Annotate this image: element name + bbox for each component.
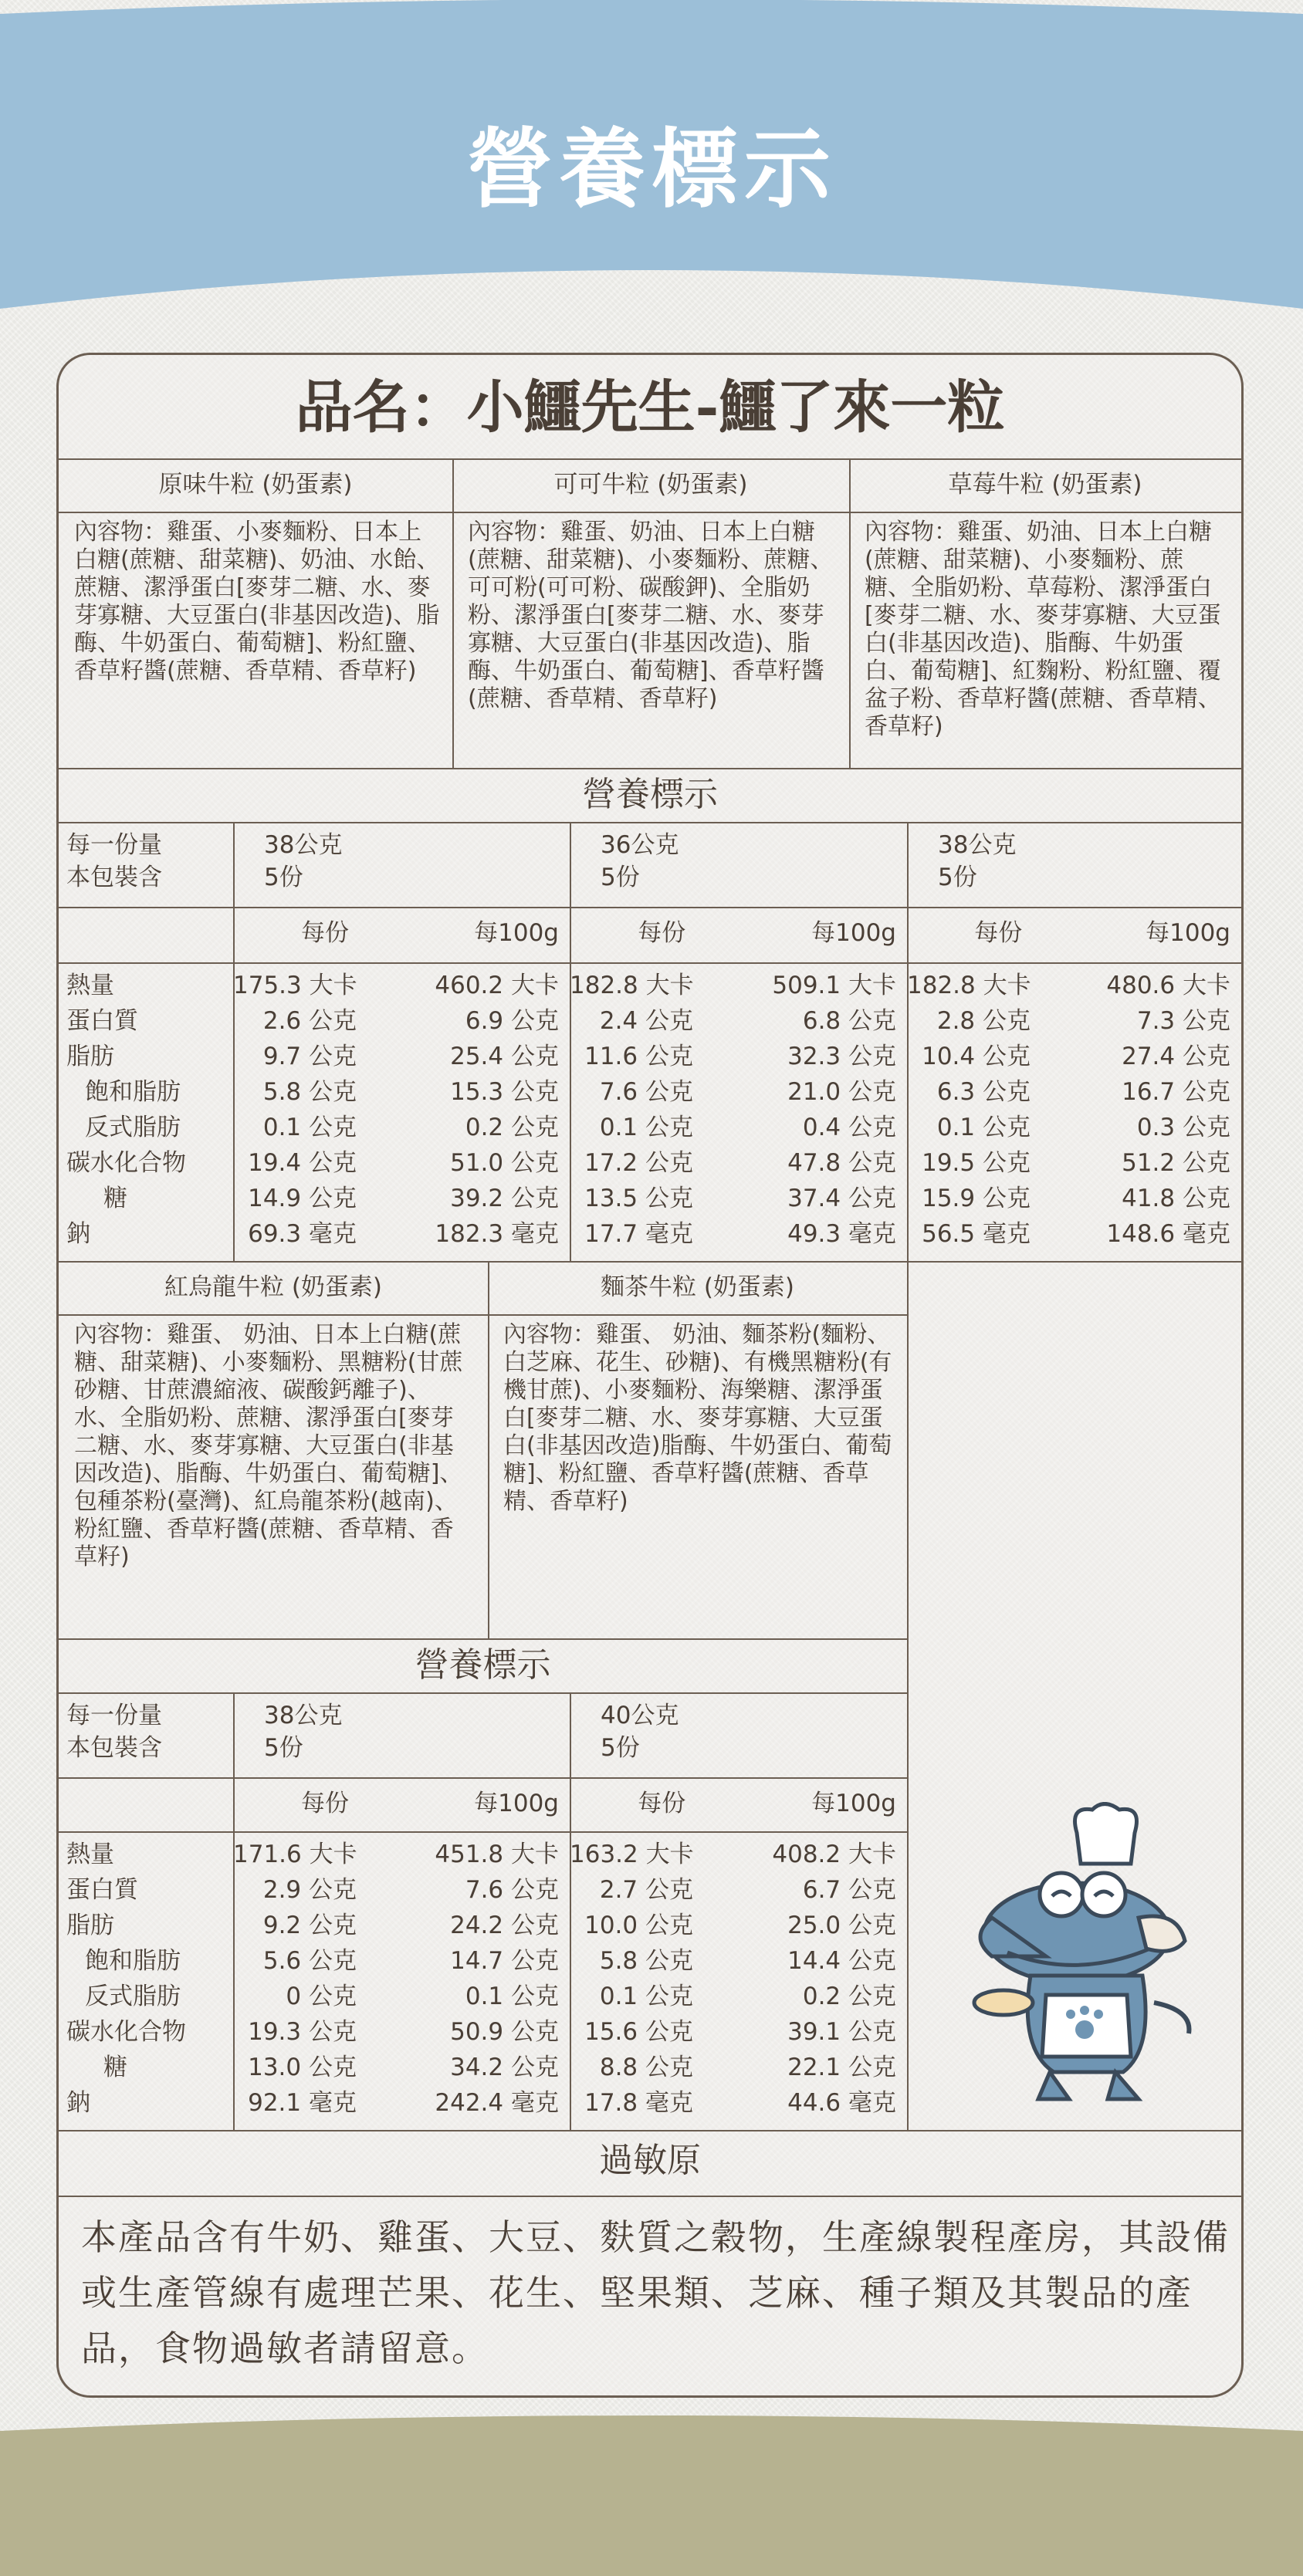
per-serving-value: 7.6 公克: [599, 1078, 693, 1106]
per-100g-value: 25.0 公克: [787, 1912, 896, 1939]
servings-per-package-label: 本包裝含: [66, 864, 162, 891]
per-100g-value: 41.8 公克: [1122, 1185, 1230, 1212]
divider-line: [59, 1261, 1241, 1263]
divider-line: [59, 512, 1241, 513]
per-100g-value: 0.1 公克: [465, 1983, 559, 2010]
divider-line: [59, 458, 1241, 460]
ingredients-text: 內容物：雞蛋、奶油、日本上白糖(蔗糖、甜菜糖)、小麥麵粉、蔗糖、全脂奶粉、草莓粉、潔淨蛋白[麥芽二糖、水、麥芽寡糖、大豆蛋白(非基因改造)、脂酶、牛奶蛋白、葡萄糖]、紅麴粉、粉紅鹽、覆盆子粉、香草籽醬(蔗糖、香草精、香草籽): [865, 519, 1221, 740]
per-serving-value: 2.4 公克: [599, 1007, 693, 1035]
per-serving-header: 每份: [974, 919, 1023, 947]
per-serving-header: 每份: [301, 919, 349, 947]
per-serving-value: 13.5 公克: [584, 1185, 693, 1212]
per-serving-value: 0.1 公克: [599, 1114, 693, 1141]
divider-line: [59, 1777, 907, 1779]
nutrient-label: 碳水化合物: [66, 2018, 186, 2046]
per-serving-value: 182.8 大卡: [570, 972, 694, 999]
per-100g-value: 7.6 公克: [465, 1876, 559, 1904]
per-serving-value: 2.8 公克: [936, 1007, 1031, 1035]
flavor-name: 可可牛粒 (奶蛋素): [553, 471, 748, 499]
ingredients-text: 內容物：雞蛋、奶油、日本上白糖(蔗糖、甜菜糖)、小麥麵粉、蔗糖、可可粉(可可粉、碳酸鉀)、全脂奶粉、潔淨蛋白[麥芽二糖、水、麥芽寡糖、大豆蛋白(非基因改造)、脂酶、牛奶蛋白、葡萄糖]、香草籽醬(蔗糖、香草精、香草籽): [468, 519, 834, 712]
per-serving-value: 6.3 公克: [936, 1078, 1031, 1106]
nutrient-label: 脂肪: [66, 1912, 114, 1939]
per-serving-value: 9.2 公克: [262, 1912, 357, 1939]
footer-band: [0, 2415, 1303, 2576]
per-serving-value: 163.2 大卡: [570, 1841, 694, 1868]
per-100g-value: 148.6 毫克: [1106, 1220, 1230, 1248]
per-serving-header: 每份: [638, 1790, 686, 1817]
serving-size-value: 40公克: [601, 1702, 679, 1729]
divider-line: [59, 962, 1241, 964]
per-serving-value: 10.4 公克: [922, 1043, 1031, 1070]
per-100g-value: 509.1 大卡: [772, 972, 896, 999]
per-serving-value: 5.8 公克: [262, 1078, 357, 1106]
per-100g-value: 0.4 公克: [802, 1114, 896, 1141]
per-serving-value: 0.1 公克: [262, 1114, 357, 1141]
divider-line: [849, 458, 851, 768]
per-serving-value: 171.6 大卡: [233, 1841, 357, 1868]
serving-size-value: 38公克: [264, 1702, 343, 1729]
divider-line: [59, 1692, 907, 1694]
per-100g-header: 每100g: [474, 919, 559, 947]
per-serving-value: 69.3 毫克: [248, 1220, 357, 1248]
divider-line: [59, 768, 1241, 769]
per-serving-header: 每份: [638, 919, 686, 947]
nutrient-label: 糖: [103, 1185, 127, 1212]
per-100g-value: 182.3 毫克: [435, 1220, 559, 1248]
nutrient-label: 蛋白質: [66, 1007, 138, 1035]
crocodile-chef-mascot-icon: [961, 1802, 1200, 2111]
per-100g-value: 242.4 毫克: [435, 2089, 559, 2117]
divider-line: [488, 1261, 489, 1638]
divider-line: [907, 1261, 909, 2130]
divider-line: [452, 458, 454, 768]
per-100g-value: 0.2 公克: [465, 1114, 559, 1141]
per-serving-value: 175.3 大卡: [233, 972, 357, 999]
per-serving-value: 0.1 公克: [936, 1114, 1031, 1141]
per-serving-value: 19.3 公克: [248, 2018, 357, 2046]
product-title: 品名：小鱷先生-鱷了來一粒: [295, 374, 1005, 441]
per-serving-value: 14.9 公克: [248, 1185, 357, 1212]
divider-line: [59, 2130, 1241, 2131]
per-serving-value: 182.8 大卡: [907, 972, 1031, 999]
flavor-name: 紅烏龍牛粒 (奶蛋素): [164, 1273, 383, 1301]
per-serving-value: 11.6 公克: [584, 1043, 693, 1070]
per-100g-value: 34.2 公克: [450, 2054, 559, 2081]
per-100g-value: 408.2 大卡: [772, 1841, 896, 1868]
per-100g-value: 15.3 公克: [450, 1078, 559, 1106]
per-100g-value: 32.3 公克: [787, 1043, 896, 1070]
per-serving-value: 2.7 公克: [599, 1876, 693, 1904]
per-serving-value: 9.7 公克: [262, 1043, 357, 1070]
nutrient-label: 脂肪: [66, 1043, 114, 1070]
per-serving-value: 2.9 公克: [262, 1876, 357, 1904]
nutrition-heading: 營養標示: [582, 775, 718, 814]
per-100g-value: 44.6 毫克: [787, 2089, 896, 2117]
per-serving-value: 8.8 公克: [599, 2054, 693, 2081]
serving-size-label: 每一份量: [66, 1702, 162, 1729]
per-100g-header: 每100g: [474, 1790, 559, 1817]
serving-size-value: 36公克: [601, 831, 679, 859]
per-serving-value: 0.1 公克: [599, 1983, 693, 2010]
servings-per-package-label: 本包裝含: [66, 1734, 162, 1762]
per-serving-value: 19.5 公克: [922, 1149, 1031, 1177]
flavor-name: 麵茶牛粒 (奶蛋素): [600, 1273, 795, 1301]
allergen-heading: 過敏原: [599, 2141, 701, 2180]
per-serving-value: 13.0 公克: [248, 2054, 357, 2081]
flavor-name: 原味牛粒 (奶蛋素): [158, 471, 353, 499]
servings-value: 5份: [264, 1734, 303, 1762]
per-serving-value: 17.2 公克: [584, 1149, 693, 1177]
per-100g-header: 每100g: [1146, 919, 1230, 947]
per-100g-value: 14.4 公克: [787, 1947, 896, 1975]
per-serving-value: 17.8 毫克: [584, 2089, 693, 2117]
per-100g-value: 49.3 毫克: [787, 1220, 896, 1248]
per-100g-value: 50.9 公克: [450, 2018, 559, 2046]
nutrient-label: 糖: [103, 2054, 127, 2081]
per-100g-value: 460.2 大卡: [435, 972, 559, 999]
per-serving-header: 每份: [301, 1790, 349, 1817]
per-100g-value: 480.6 大卡: [1106, 972, 1230, 999]
per-serving-value: 0 公克: [286, 1983, 357, 2010]
divider-line: [59, 1831, 907, 1833]
page-title: 營養標示: [466, 119, 837, 220]
servings-value: 5份: [601, 864, 640, 891]
divider-line: [59, 1638, 907, 1640]
per-100g-value: 6.7 公克: [802, 1876, 896, 1904]
per-serving-value: 15.6 公克: [584, 2018, 693, 2046]
serving-size-value: 38公克: [938, 831, 1017, 859]
per-serving-value: 92.1 毫克: [248, 2089, 357, 2117]
per-serving-value: 19.4 公克: [248, 1149, 357, 1177]
per-100g-value: 14.7 公克: [450, 1947, 559, 1975]
nutrient-label: 反式脂肪: [85, 1114, 181, 1141]
per-serving-value: 10.0 公克: [584, 1912, 693, 1939]
per-100g-value: 451.8 大卡: [435, 1841, 559, 1868]
nutrition-heading: 營養標示: [415, 1645, 551, 1685]
per-serving-value: 5.6 公克: [262, 1947, 357, 1975]
nutrient-label: 飽和脂肪: [85, 1078, 181, 1106]
per-100g-value: 21.0 公克: [787, 1078, 896, 1106]
per-100g-value: 16.7 公克: [1122, 1078, 1230, 1106]
divider-line: [59, 1314, 907, 1316]
servings-value: 5份: [601, 1734, 640, 1762]
per-100g-value: 24.2 公克: [450, 1912, 559, 1939]
nutrient-label: 熱量: [66, 1841, 114, 1868]
divider-line: [59, 822, 1241, 823]
per-100g-value: 39.1 公克: [787, 2018, 896, 2046]
per-serving-value: 56.5 毫克: [922, 1220, 1031, 1248]
per-100g-value: 6.9 公克: [465, 1007, 559, 1035]
serving-size-label: 每一份量: [66, 831, 162, 859]
nutrient-label: 飽和脂肪: [85, 1947, 181, 1975]
per-100g-value: 47.8 公克: [787, 1149, 896, 1177]
ingredients-text: 內容物：雞蛋、 奶油、日本上白糖(蔗糖、甜菜糖)、小麥麵粉、黑糖粉(甘蔗砂糖、甘蔗濃縮液、碳酸鈣離子)、水、全脂奶粉、蔗糖、潔淨蛋白[麥芽二糖、水、麥芽寡糖、大豆蛋白(非基因改造)、脂酶、牛奶蛋白、葡萄糖]、包種茶粉(臺灣)、紅烏龍茶粉(越南)、粉紅鹽、香草籽醬(蔗糖、香草精、香草籽): [74, 1321, 463, 1570]
servings-value: 5份: [264, 864, 303, 891]
nutrient-label: 蛋白質: [66, 1876, 138, 1904]
serving-size-value: 38公克: [264, 831, 343, 859]
nutrient-label: 鈉: [66, 2089, 90, 2117]
per-100g-value: 0.3 公克: [1136, 1114, 1230, 1141]
nutrient-label: 碳水化合物: [66, 1149, 186, 1177]
per-100g-value: 37.4 公克: [787, 1185, 896, 1212]
nutrient-label: 熱量: [66, 972, 114, 999]
nutrient-label: 鈉: [66, 1220, 90, 1248]
per-100g-value: 51.2 公克: [1122, 1149, 1230, 1177]
divider-line: [59, 907, 1241, 908]
ingredients-text: 內容物：雞蛋、小麥麵粉、日本上白糖(蔗糖、甜菜糖)、奶油、水飴、蔗糖、潔淨蛋白[麥芽二糖、水、麥芽寡糖、大豆蛋白(非基因改造)、脂酶、牛奶蛋白、葡萄糖]、粉紅鹽、香草籽醬(蔗糖、香草精、香草籽): [74, 519, 440, 685]
servings-value: 5份: [938, 864, 977, 891]
per-serving-value: 2.6 公克: [262, 1007, 357, 1035]
flavor-name: 草莓牛粒 (奶蛋素): [948, 471, 1142, 499]
per-100g-header: 每100g: [811, 919, 896, 947]
nutrient-label: 反式脂肪: [85, 1983, 181, 2010]
per-100g-header: 每100g: [811, 1790, 896, 1817]
per-serving-value: 17.7 毫克: [584, 1220, 693, 1248]
per-100g-value: 51.0 公克: [450, 1149, 559, 1177]
allergen-text: 本產品含有牛奶、雞蛋、大豆、麩質之穀物，生產線製程產房，其設備或生產管線有處理芒果、花生、堅果類、芝麻、種子類及其製品的產品，食物過敏者請留意。: [81, 2216, 1230, 2369]
per-100g-value: 27.4 公克: [1122, 1043, 1230, 1070]
per-100g-value: 39.2 公克: [450, 1185, 559, 1212]
ingredients-text: 內容物：雞蛋、 奶油、麵茶粉(麵粉、白芝麻、花生、砂糖)、有機黑糖粉(有機甘蔗)、小麥麵粉、海樂糖、潔淨蛋白[麥芽二糖、水、麥芽寡糖、大豆蛋白(非基因改造)脂酶、牛奶蛋白、葡萄糖]、粉紅鹽、香草籽醬(蔗糖、香草精、香草籽): [503, 1321, 892, 1515]
per-serving-value: 15.9 公克: [922, 1185, 1031, 1212]
per-100g-value: 0.2 公克: [802, 1983, 896, 2010]
per-100g-value: 25.4 公克: [450, 1043, 559, 1070]
per-100g-value: 6.8 公克: [802, 1007, 896, 1035]
per-100g-value: 22.1 公克: [787, 2054, 896, 2081]
per-serving-value: 5.8 公克: [599, 1947, 693, 1975]
divider-line: [59, 2196, 1241, 2197]
per-100g-value: 7.3 公克: [1136, 1007, 1230, 1035]
